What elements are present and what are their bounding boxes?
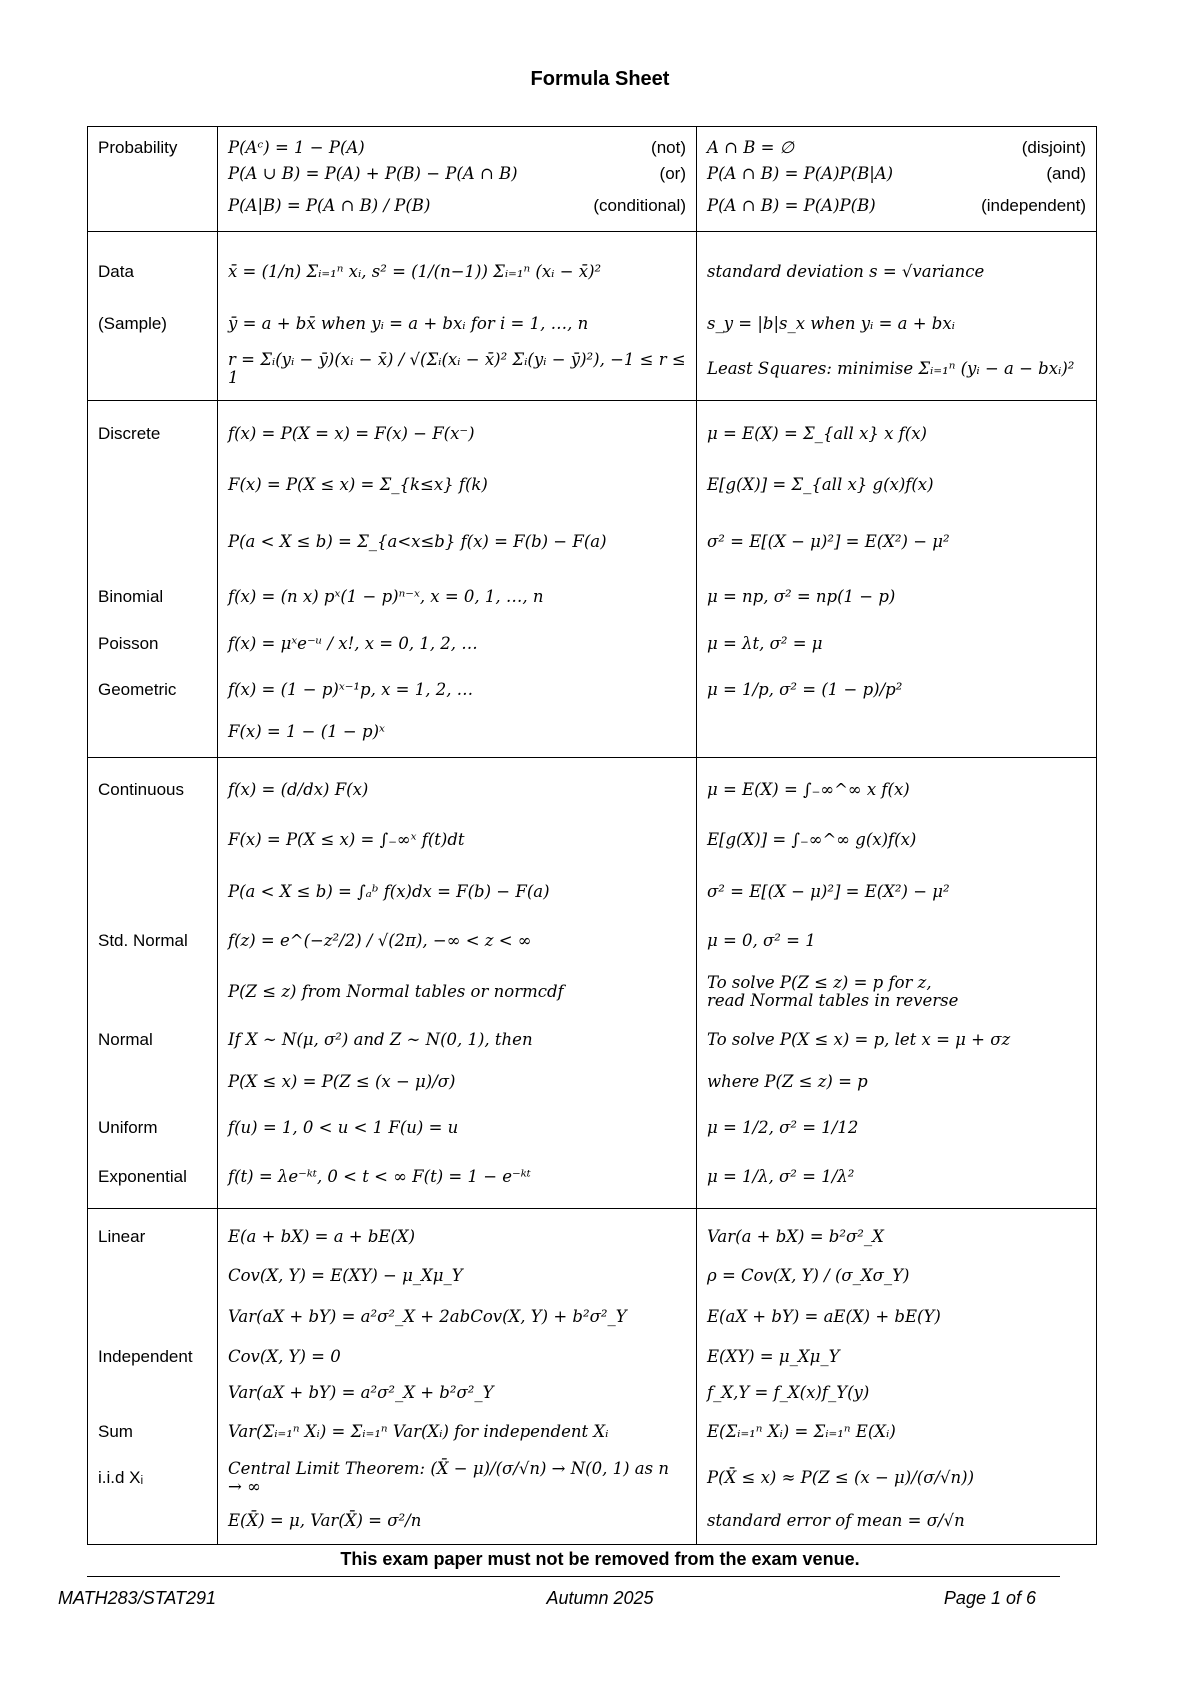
formula-line (228, 814, 686, 866)
formula-line (228, 1411, 686, 1453)
formula-section-row (88, 1209, 1097, 1545)
section-label: Std. Normal (98, 931, 188, 950)
section-label: Continuous (98, 780, 185, 799)
formula-line (228, 1375, 686, 1411)
formula-text: P(A ∩ B) = P(A)P(B|A) (707, 164, 894, 183)
section-label (98, 459, 207, 511)
footer-semester: Autumn 2025 (546, 1588, 654, 1608)
formula-cell (218, 127, 697, 232)
formula-text: μ = 0, σ² = 1 (707, 931, 816, 950)
formula-line (228, 1152, 686, 1202)
formula-text: σ² = E[(X − μ)²] = E(X²) − μ² (707, 532, 950, 551)
formula-line (228, 621, 686, 667)
section-label (98, 511, 207, 573)
section-label: Linear (98, 1227, 146, 1246)
formula-line (707, 409, 1086, 459)
section-label: Normal (98, 1030, 153, 1049)
formula-text: P(A ∪ B) = P(A) + P(B) − P(A ∩ B) (228, 164, 518, 183)
formula-line (228, 1257, 686, 1295)
formula-line (707, 187, 1086, 225)
formula-line (707, 161, 1086, 187)
formula-line (707, 1295, 1086, 1339)
formula-line (707, 1339, 1086, 1375)
formula-text: μ = E(X) = Σ_{all x} x f(x) (707, 424, 927, 443)
section-label (98, 866, 207, 918)
footer-course-code: MATH283/STAT291 (58, 1588, 217, 1608)
formula-text: standard error of mean = σ/√n (707, 1510, 965, 1530)
formula-text: Cov(X, Y) = 0 (228, 1347, 341, 1366)
formula-text: P(A ∩ B) = P(A)P(B) (707, 196, 876, 215)
summary-cell (697, 758, 1097, 1209)
formula-text: E(XY) = μ_Xμ_Y (707, 1347, 840, 1366)
formula-section-row (88, 127, 1097, 232)
formula-text: μ = λt, σ² = μ (707, 634, 823, 653)
formula-text: P(X ≤ x) = P(Z ≤ (x − μ)/σ) (228, 1072, 456, 1091)
formula-line (707, 918, 1086, 964)
formula-section-row (88, 232, 1097, 401)
section-label (98, 1295, 207, 1339)
formula-text: To solve P(Z ≤ z) = p for z, read Normal tables in reverse (707, 973, 959, 1010)
formula-section-row (88, 758, 1097, 1209)
formula-cell (218, 758, 697, 1209)
formula-text: Var(aX + bY) = a²σ²_X + 2abCov(X, Y) + b²σ²_Y (228, 1307, 627, 1326)
formula-text: f(x) = P(X = x) = F(x) − F(x⁻) (228, 424, 475, 443)
formula-line (707, 1104, 1086, 1152)
formula-line (228, 573, 686, 621)
section-label: i.i.d Xᵢ (98, 1468, 144, 1487)
formula-line (707, 135, 1086, 161)
section-label: Data (98, 262, 134, 281)
formula-text: E(a + bX) = a + bE(X) (228, 1227, 416, 1246)
formula-text: E(Σᵢ₌₁ⁿ Xᵢ) = Σᵢ₌₁ⁿ E(Xᵢ) (707, 1422, 896, 1441)
formula-text: E(X̄) = μ, Var(X̄) = σ²/n (228, 1510, 422, 1530)
formula-line (228, 667, 686, 713)
formula-text: σ² = E[(X − μ)²] = E(X²) − μ² (707, 882, 950, 901)
formula-text: μ = 1/2, σ² = 1/12 (707, 1118, 859, 1137)
page-title: Formula Sheet (530, 68, 670, 90)
formula-line (228, 866, 686, 918)
section-label: Poisson (98, 634, 159, 653)
formula-line (707, 621, 1086, 667)
formula-line (228, 511, 686, 573)
formula-text: ȳ = a + bx̄ when yᵢ = a + bxᵢ for i = 1, …, n (228, 314, 589, 333)
formula-table (87, 126, 1097, 1545)
formula-line (228, 304, 686, 344)
formula-line (228, 161, 686, 187)
formula-line (707, 304, 1086, 344)
footer-page-number: Page 1 of 6 (943, 1588, 1036, 1608)
section-label: Uniform (98, 1118, 158, 1137)
section-label (98, 1060, 207, 1104)
formula-tag: (disjoint) (1021, 138, 1086, 157)
section-label (98, 1503, 207, 1538)
formula-line (228, 344, 686, 394)
summary-cell (697, 127, 1097, 232)
section-label-cell (88, 758, 218, 1209)
formula-line (707, 667, 1086, 713)
section-label: Discrete (98, 424, 161, 443)
formula-cell (218, 401, 697, 758)
section-label-cell (88, 401, 218, 758)
formula-line (707, 573, 1086, 621)
formula-text: If X ∼ N(μ, σ²) and Z ∼ N(0, 1), then (228, 1030, 533, 1049)
formula-line (228, 135, 686, 161)
section-label (98, 814, 207, 866)
section-label-cell (88, 1209, 218, 1545)
summary-cell (697, 401, 1097, 758)
formula-text: P(a < X ≤ b) = Σ_{a<x≤b} f(x) = F(b) − F(a) (228, 532, 607, 551)
formula-cell (218, 232, 697, 401)
formula-line (228, 918, 686, 964)
formula-line (707, 459, 1086, 511)
formula-line (707, 240, 1086, 304)
formula-text: μ = 1/λ, σ² = 1/λ² (707, 1167, 855, 1186)
formula-text: E[g(X)] = ∫₋∞^∞ g(x)f(x) (707, 830, 917, 849)
section-label: (Sample) (98, 314, 167, 333)
formula-line (228, 713, 686, 751)
formula-line (707, 866, 1086, 918)
formula-line (228, 240, 686, 304)
exam-notice: This exam paper must not be removed from the exam venue. (340, 1549, 860, 1569)
formula-text: Var(Σᵢ₌₁ⁿ Xᵢ) = Σᵢ₌₁ⁿ Var(Xᵢ) for independent Xᵢ (228, 1422, 609, 1441)
formula-text: A ∩ B = ∅ (707, 138, 795, 157)
section-label (98, 1257, 207, 1295)
formula-line (707, 964, 1086, 1020)
section-label (98, 713, 207, 751)
formula-line (707, 1217, 1086, 1257)
formula-cell (218, 1209, 697, 1545)
formula-line (228, 409, 686, 459)
formula-text: F(x) = 1 − (1 − p)ˣ (228, 722, 385, 741)
formula-line (228, 1104, 686, 1152)
formula-text: P(Z ≤ z) from Normal tables or normcdf (228, 982, 564, 1001)
formula-text: f(x) = (1 − p)ˣ⁻¹p, x = 1, 2, … (228, 680, 474, 699)
formula-text: f(x) = (n x) pˣ(1 − p)ⁿ⁻ˣ, x = 0, 1, …, n (228, 587, 544, 606)
formula-line (228, 964, 686, 1020)
formula-text: μ = 1/p, σ² = (1 − p)/p² (707, 680, 903, 699)
formula-line (707, 511, 1086, 573)
formula-line (707, 344, 1086, 394)
summary-cell (697, 1209, 1097, 1545)
formula-text: x̄ = (1/n) Σᵢ₌₁ⁿ xᵢ, s² = (1/(n−1)) Σᵢ₌₁ⁿ (xᵢ − x̄)² (228, 262, 602, 281)
formula-line (707, 1453, 1086, 1503)
formula-text: r = Σᵢ(yᵢ − ȳ)(xᵢ − x̄) / √(Σᵢ(xᵢ − x̄)² Σᵢ(yᵢ − ȳ)²), −1 ≤ r ≤ 1 (228, 350, 686, 387)
formula-text: P(a < X ≤ b) = ∫ₐᵇ f(x)dx = F(b) − F(a) (228, 882, 550, 901)
formula-text: f_X,Y = f_X(x)f_Y(y) (707, 1383, 870, 1402)
formula-line (228, 1217, 686, 1257)
formula-line (228, 1020, 686, 1060)
formula-tag: (conditional) (593, 196, 686, 215)
formula-section-row (88, 401, 1097, 758)
section-label: Geometric (98, 680, 177, 699)
formula-line (228, 766, 686, 814)
formula-tag: (or) (659, 164, 686, 183)
formula-text: f(x) = μˣe⁻ᵘ / x!, x = 0, 1, 2, … (228, 634, 478, 653)
section-label: Independent (98, 1347, 193, 1366)
section-label-cell (88, 127, 218, 232)
formula-text: f(t) = λe⁻ᵏᵗ, 0 < t < ∞ F(t) = 1 − e⁻ᵏᵗ (228, 1167, 531, 1186)
formula-line (707, 1060, 1086, 1104)
formula-text: Var(a + bX) = b²σ²_X (707, 1227, 884, 1246)
formula-text: F(x) = P(X ≤ x) = Σ_{k≤x} f(k) (228, 475, 488, 494)
section-label (98, 1375, 207, 1411)
formula-line (707, 1257, 1086, 1295)
formula-line (228, 1339, 686, 1375)
formula-text: s_y = |b|s_x when yᵢ = a + bxᵢ (707, 314, 955, 333)
formula-line (228, 1453, 686, 1503)
formula-line (228, 1295, 686, 1339)
section-label (98, 964, 207, 1020)
formula-line (228, 187, 686, 225)
formula-text: Var(aX + bY) = a²σ²_X + b²σ²_Y (228, 1383, 494, 1402)
formula-tag: (independent) (981, 196, 1086, 215)
formula-text: f(x) = (d/dx) F(x) (228, 780, 369, 799)
summary-cell (697, 232, 1097, 401)
formula-line (707, 1020, 1086, 1060)
section-label: Binomial (98, 587, 164, 606)
formula-text: F(x) = P(X ≤ x) = ∫₋∞ˣ f(t)dt (228, 830, 465, 849)
formula-text: f(z) = e^(−z²/2) / √(2π), −∞ < z < ∞ (228, 931, 532, 950)
formula-text: P(X̄ ≤ x) ≈ P(Z ≤ (x − μ)/(σ/√n)) (707, 1468, 975, 1487)
section-label (98, 344, 207, 394)
section-label: Probability (98, 138, 178, 157)
formula-text: E(aX + bY) = aE(X) + bE(Y) (707, 1307, 941, 1326)
formula-line (228, 1060, 686, 1104)
formula-line (707, 1411, 1086, 1453)
formula-text: Cov(X, Y) = E(XY) − μ_Xμ_Y (228, 1266, 463, 1285)
formula-text: standard deviation s = √variance (707, 262, 985, 281)
section-label: Sum (98, 1422, 133, 1441)
formula-text: μ = E(X) = ∫₋∞^∞ x f(x) (707, 780, 910, 799)
formula-text: μ = np, σ² = np(1 − p) (707, 587, 896, 606)
footer-rule (87, 1576, 1060, 1577)
formula-line (707, 713, 1086, 751)
formula-line (707, 1152, 1086, 1202)
formula-text: E[g(X)] = Σ_{all x} g(x)f(x) (707, 475, 934, 494)
formula-tag: (and) (1046, 164, 1086, 183)
formula-text: Central Limit Theorem: (X̄ − μ)/(σ/√n) → N(0, 1) as n → ∞ (228, 1459, 669, 1496)
section-label-cell (88, 232, 218, 401)
formula-line (707, 814, 1086, 866)
formula-text: P(A|B) = P(A ∩ B) / P(B) (228, 196, 431, 215)
formula-line (707, 766, 1086, 814)
formula-line (228, 459, 686, 511)
formula-text: where P(Z ≤ z) = p (707, 1072, 868, 1091)
formula-line (707, 1375, 1086, 1411)
formula-text: ρ = Cov(X, Y) / (σ_Xσ_Y) (707, 1266, 910, 1285)
section-label: Exponential (98, 1167, 187, 1186)
formula-text: f(u) = 1, 0 < u < 1 F(u) = u (228, 1118, 459, 1137)
formula-line (707, 1503, 1086, 1538)
formula-text: Least Squares: minimise Σᵢ₌₁ⁿ (yᵢ − a − bxᵢ)² (707, 359, 1075, 378)
formula-line (228, 1503, 686, 1538)
formula-text: To solve P(X ≤ x) = p, let x = μ + σz (707, 1030, 1011, 1049)
formula-text: P(Aᶜ) = 1 − P(A) (228, 138, 365, 157)
formula-tag: (not) (651, 138, 686, 157)
